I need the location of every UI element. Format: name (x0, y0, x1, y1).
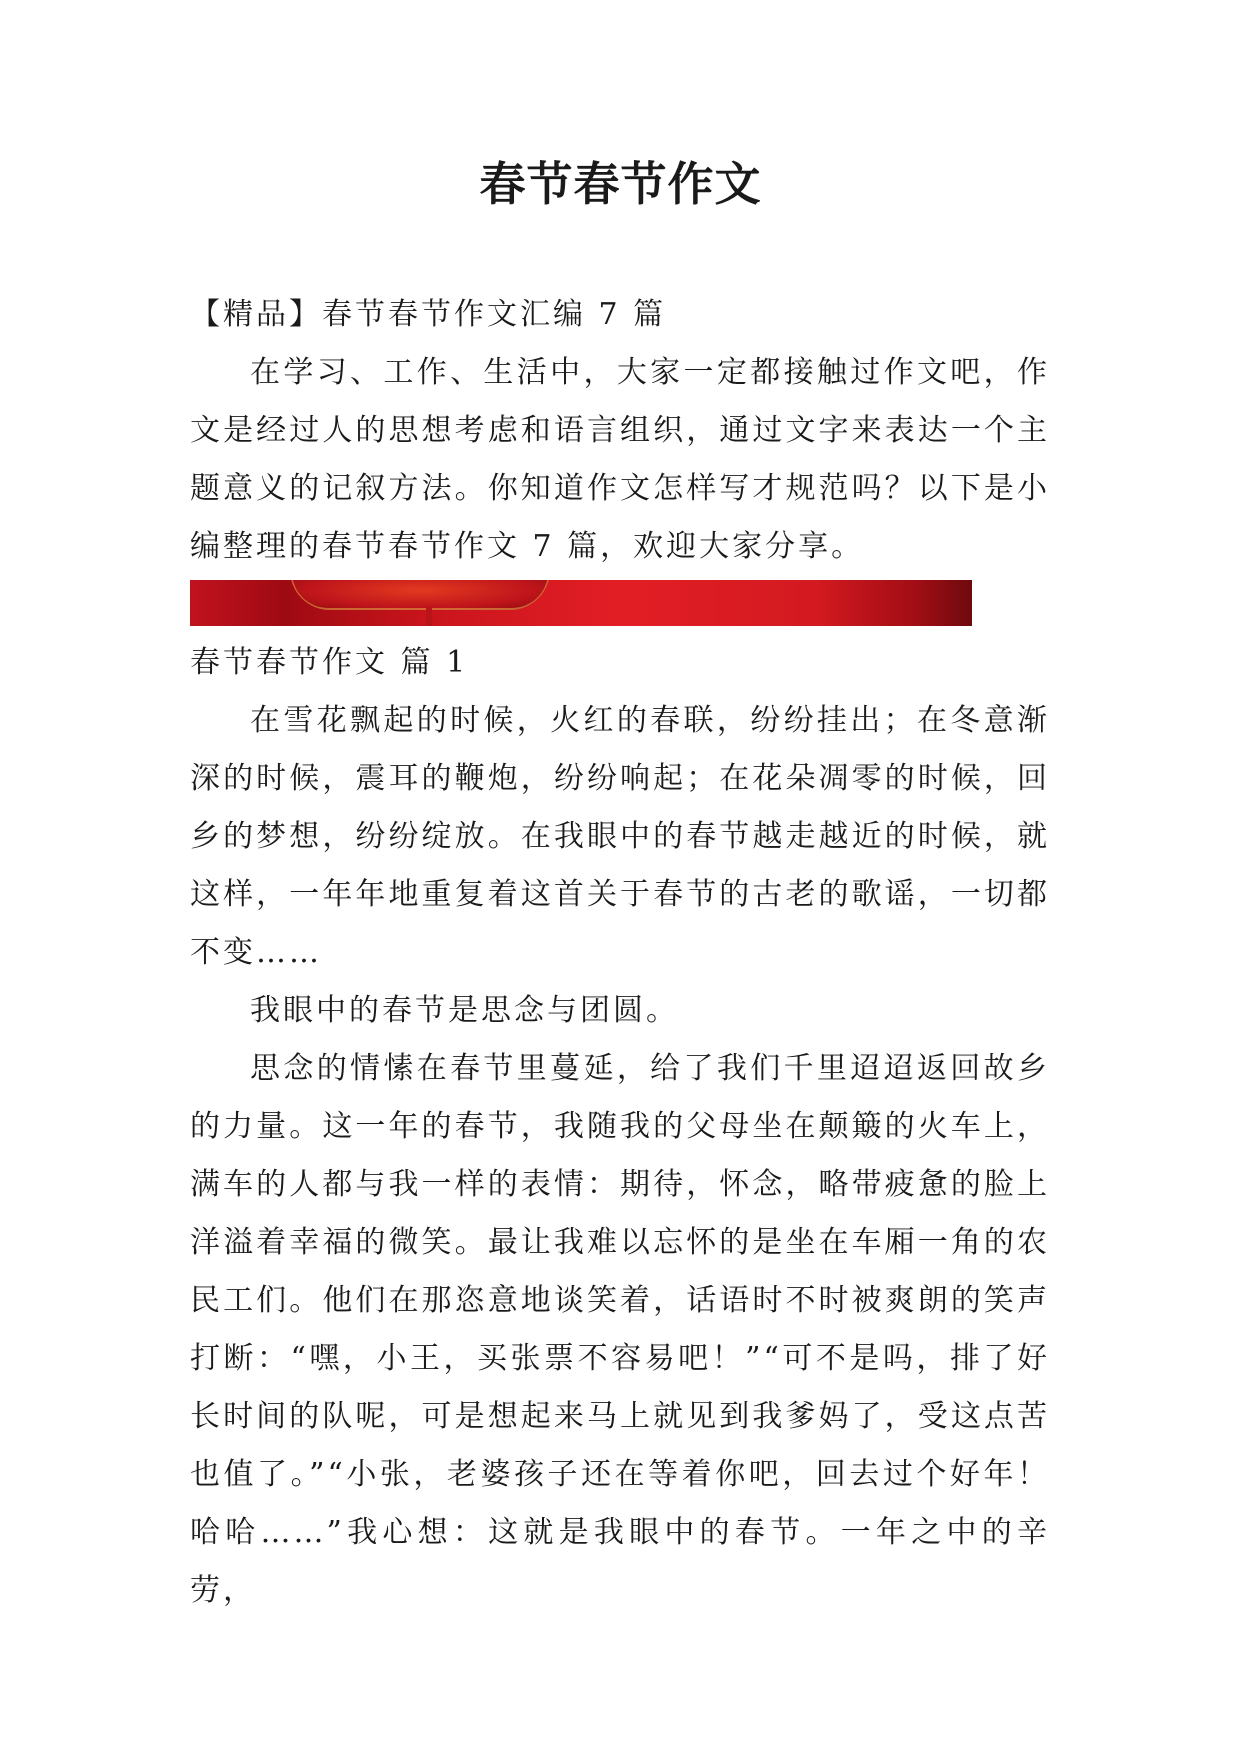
lantern-shape (290, 580, 550, 610)
document-title: 春节春节作文 (479, 157, 762, 211)
intro-paragraph: 在学习、工作、生活中，大家一定都接触过作文吧，作文是经过人的思想考虑和语言组织，通过文字来表达一个主题意义的记叙方法。你知道作文怎样写才规范吗？以下是小编整理的春节春节作文 7 篇，欢迎大家分享。 (190, 355, 1050, 564)
red-lantern-banner-image (190, 580, 972, 626)
section-heading: 春节春节作文 篇 1 (190, 645, 469, 680)
document-body (190, 286, 1050, 1620)
body-paragraph: 思念的情愫在春节里蔓延，给了我们千里迢迢返回故乡的力量。这一年的春节，我随我的父母坐在颠簸的火车上，满车的人都与我一样的表情：期待，怀念，略带疲惫的脸上洋溢着幸福的微笑。最让我难以忘怀的是坐在车厢一角的农民工们。他们在那恣意地谈笑着，话语时不时被爽朗的笑声打断：“嘿，小王，买张票不容易吧！”“可不是吗，排了好长时间的队呢，可是想起来马上就见到我爹妈了，受这点苦也值了。”“小张，老婆孩子还在等着你吧，回去过个好年！哈哈……”我心想：这就是我眼中的春节。一年之中的辛劳， (190, 1051, 1050, 1608)
body-paragraph: 在雪花飘起的时候，火红的春联，纷纷挂出；在冬意渐深的时候，震耳的鞭炮，纷纷响起；在花朵凋零的时候，回乡的梦想，纷纷绽放。在我眼中的春节越走越近的时候，就这样，一年年地重复着这首关于春节的古老的歌谣，一切都不变…… (190, 703, 1050, 970)
lantern-tassel (426, 606, 432, 626)
body-paragraph: 我眼中的春节是思念与团圆。 (250, 993, 679, 1028)
document-subtitle: 【精品】春节春节作文汇编 7 篇 (190, 297, 667, 332)
